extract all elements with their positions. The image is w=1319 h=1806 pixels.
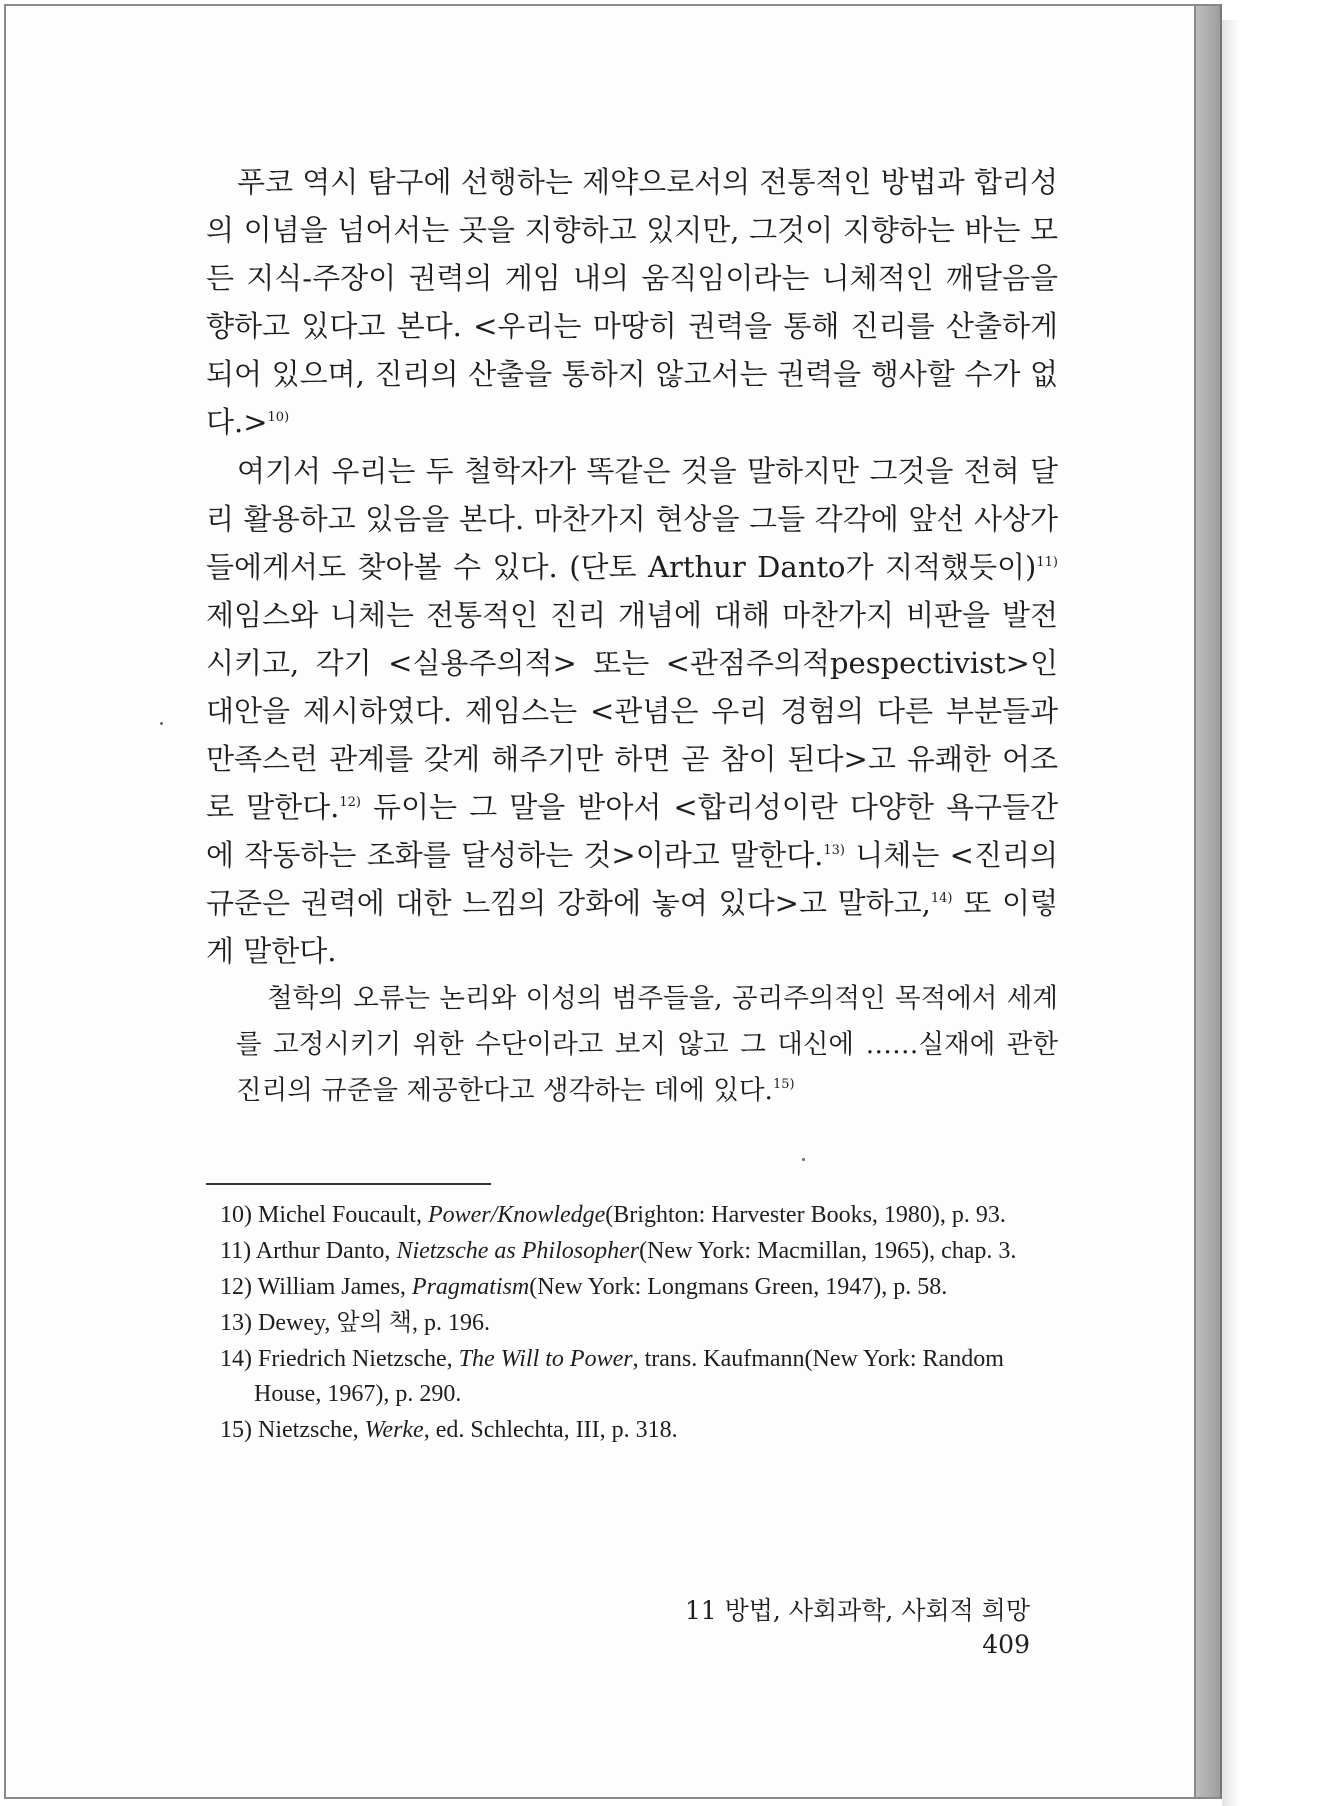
footnote-text: (New York: Longmans Green, 1947), p. 58.: [529, 1274, 948, 1300]
footnote-item: [220, 1306, 1060, 1341]
footnote-number: 12): [220, 1274, 252, 1300]
footnote-ref: 15): [772, 1077, 795, 1092]
footnote-title: Werke: [364, 1417, 424, 1443]
page-shadow: [1222, 20, 1240, 1806]
paragraph-text: 듀이는 그 말을 받아서 <합리성이란 다양한 욕구들간에 작동하는 조화를 달성하는 것>이라고 말한다.: [206, 790, 1058, 872]
footnote-item: [220, 1342, 1060, 1412]
footnote-ref: 10): [267, 410, 290, 425]
print-speck: [160, 722, 163, 725]
footnote-number: 10): [220, 1202, 252, 1228]
chapter-title: 11 방법, 사회과학, 사회적 희망: [684, 1596, 1030, 1625]
quote-text: 철학의 오류는 논리와 이성의 범주들을, 공리주의적인 목적에서 세계를 고정시키기 위한 수단이라고 보지 않고 그 대신에 ……실재에 관한 진리의 규준을 제공한다고 생각하는 데에 있다.: [236, 983, 1058, 1106]
footnote-list: [220, 1198, 1060, 1449]
footnote-text: Friedrich Nietzsche,: [258, 1346, 459, 1372]
footnote-text: , trans. Kaufmann(New York: Random House, 1967), p. 290.: [254, 1346, 1004, 1407]
paragraph-text: 푸코 역시 탐구에 선행하는 제약으로서의 전통적인 방법과 합리성의 이념을 넘어서는 곳을 지향하고 있지만, 그것이 지향하는 바는 모든 지식-주장이 권력의 게임 내의 움직임이라는 니체적인 깨달음을 향하고 있다고 본다. <우리는 마땅히 권력을 통해 진리를 산출하게 되어 있으며, 진리의 산출을 통하지 않고서는 권력을 행사할 수가 없다.>: [206, 165, 1058, 439]
paragraph-text: 또 이렇게 말한다.: [206, 886, 1059, 968]
footnote-title: The Will to Power: [458, 1346, 633, 1372]
footnote-title: Pragmatism: [411, 1274, 530, 1300]
running-footer: [640, 1594, 1030, 1662]
footnote-text: Michel Foucault,: [258, 1202, 428, 1228]
footnote-item: [220, 1413, 1060, 1448]
footnote-text: Dewey, 앞의 책, p. 196.: [258, 1310, 490, 1336]
footnote-text: , ed. Schlechta, III, p. 318.: [423, 1417, 678, 1443]
footnote-item: [220, 1270, 1060, 1305]
footnote-ref: 11): [1036, 555, 1058, 570]
print-speck: [802, 1158, 805, 1161]
paragraph-text: 여기서 우리는 두 철학자가 똑같은 것을 말하지만 그것을 전혀 달리 활용하고 있음을 본다. 마찬가지 현상을 그들 각각에 앞선 사상가들에게서도 찾아볼 수 있다. (단토 Arthur Danto가 지적했듯이): [206, 454, 1058, 584]
footnote-ref: 13): [823, 843, 845, 858]
body-paragraph-2: [206, 447, 1058, 975]
footnote-number: 14): [220, 1346, 252, 1372]
footnote-number: 15): [220, 1417, 252, 1443]
footnote-text: Nietzsche,: [258, 1417, 365, 1443]
page-stack-edge: [1196, 4, 1222, 1799]
block-quote: [236, 976, 1058, 1114]
footnote-text: William James,: [257, 1274, 412, 1300]
body-paragraph-1: [206, 158, 1058, 446]
footnote-text: (Brighton: Harvester Books, 1980), p. 93.: [605, 1202, 1006, 1228]
footnote-ref: 12): [339, 795, 361, 810]
footnote-item: [220, 1234, 1060, 1269]
footnote-ref: 14): [930, 891, 953, 906]
footnote-number: 13): [220, 1310, 252, 1336]
footnote-title: Nietzsche as Philosopher: [396, 1238, 640, 1264]
footnote-rule: [206, 1183, 491, 1185]
footnote-number: 11): [220, 1238, 252, 1264]
footnote-title: Power/Knowledge: [427, 1202, 606, 1228]
footnote-text: (New York: Macmillan, 1965), chap. 3.: [639, 1238, 1017, 1264]
footnote-item: [220, 1198, 1060, 1233]
footnote-text: Arthur Danto,: [255, 1238, 397, 1264]
paragraph-text: 니체는 <진리의 규준은 권력에 대한 느낌의 강화에 놓여 있다>고 말하고,: [206, 838, 1058, 920]
paragraph-text: 제임스와 니체는 전통적인 진리 개념에 대해 마찬가지 비판을 발전시키고, 각기 <실용주의적> 또는 <관점주의적pespectivist>인 대안을 제시하였다. 제임스는 <관념은 우리 경험의 다른 부분들과 만족스런 관계를 갖게 해주기만 하면 곧 참이 된다>고 유쾌한 어조로 말한다.: [206, 598, 1058, 824]
page-number: 409: [982, 1630, 1030, 1659]
